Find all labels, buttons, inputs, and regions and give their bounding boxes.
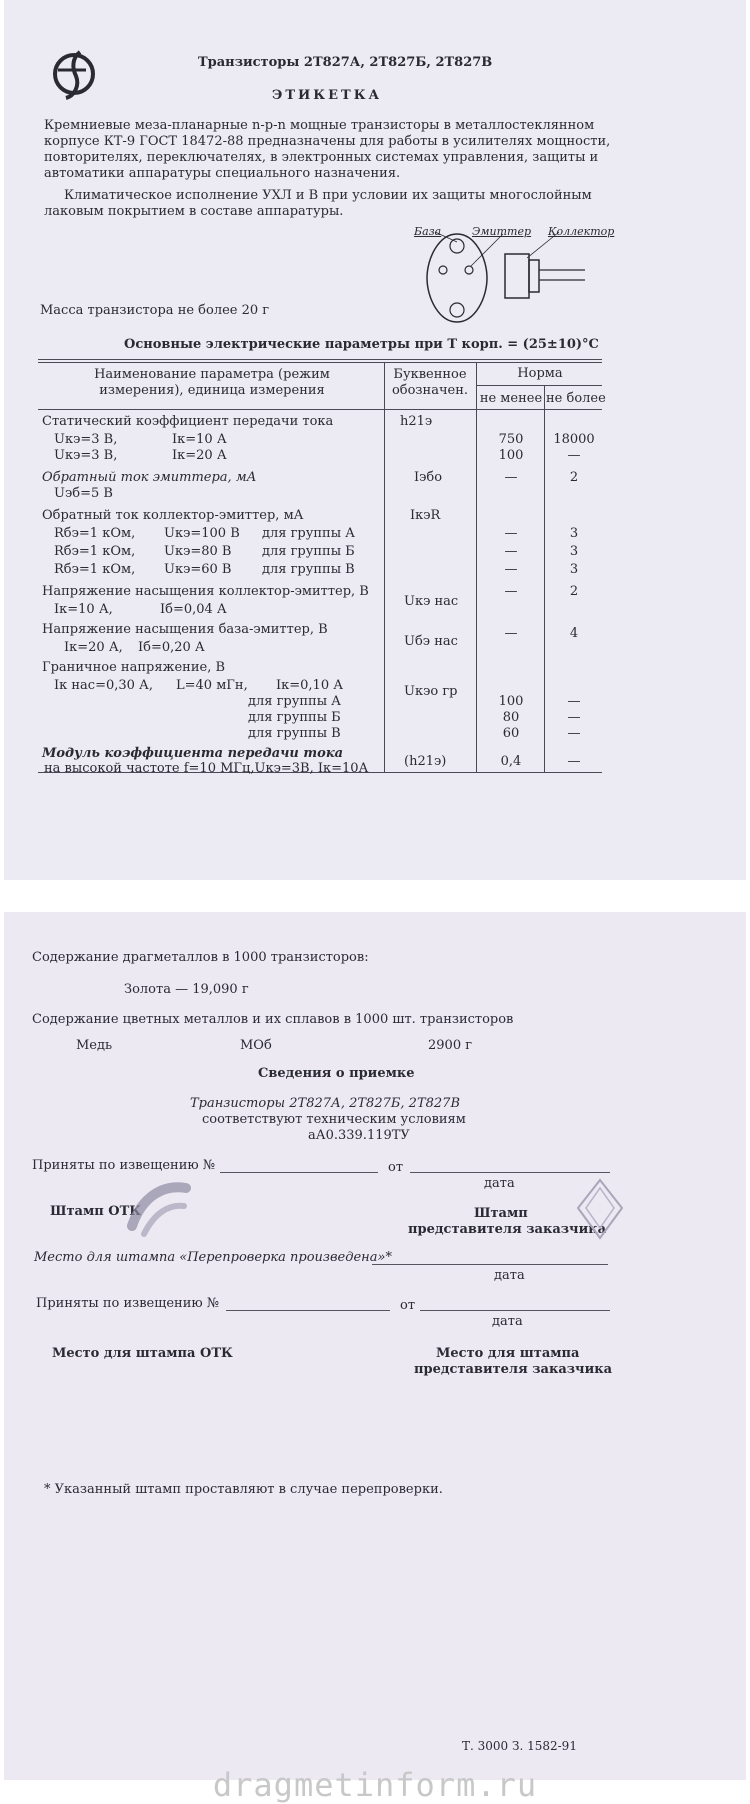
param-condition: Iк=0,10 А <box>276 678 344 693</box>
param-condition: L=40 мГн, <box>176 678 248 693</box>
param-symbol: h21э <box>400 414 433 429</box>
intro-line-2: корпусе КТ-9 ГОСТ 18472-88 предназначены для работы в усилителях мощности, <box>44 134 611 149</box>
acceptance-line-1: Транзисторы 2Т827А, 2Т827Б, 2Т827В <box>190 1096 460 1111</box>
value-max: 18000 <box>553 432 595 447</box>
param-condition: Iк=10 А <box>172 432 227 447</box>
otk-stamp-label: Штамп ОТК <box>50 1204 142 1219</box>
param-condition: Rбэ=1 кОм, <box>54 526 136 541</box>
header-param-name-1: Наименование параметра (режим <box>94 367 330 382</box>
accepted-notice-label: Приняты по извещению № <box>32 1158 216 1173</box>
date-line-2 <box>420 1310 610 1311</box>
value-min: — <box>504 626 518 641</box>
table-header-bottom-rule <box>38 409 602 410</box>
value-min: — <box>504 584 518 599</box>
recheck-stamp-label: Место для штампа «Перепроверка произведена»* <box>34 1250 392 1265</box>
header-max: не более <box>546 391 606 406</box>
param-condition: Uкэ=100 В <box>164 526 240 541</box>
param-symbol: IкэR <box>410 508 441 523</box>
mass-statement: Масса транзистора не более 20 г <box>40 303 270 318</box>
otk-stamp-impression-icon <box>124 1176 194 1240</box>
value-max: — <box>567 448 581 463</box>
customer-stamp-place-1: Место для штампа <box>436 1346 580 1361</box>
print-code: Т. 3000 З. 1582-91 <box>462 1739 577 1753</box>
table-column-divider-3 <box>544 385 545 772</box>
watermark: dragmetinform.ru <box>212 1766 538 1804</box>
value-max: 3 <box>569 544 579 559</box>
copper-mass: 2900 г <box>428 1038 473 1053</box>
param-condition: Uкэ=60 В <box>164 562 232 577</box>
param-name: Напряжение насыщения коллектор-эмиттер, В <box>42 584 369 599</box>
footnote: * Указанный штамп проставляют в случае перепроверки. <box>44 1482 443 1497</box>
customer-stamp-impression-icon <box>576 1178 624 1240</box>
param-symbol: Uбэ нас <box>404 634 458 649</box>
recheck-date-line <box>372 1264 608 1265</box>
param-symbol: (h21э) <box>404 754 447 769</box>
value-max: — <box>567 710 581 725</box>
value-max: 2 <box>569 470 579 485</box>
label-heading: ЭТИКЕТКА <box>272 88 383 103</box>
gold-content: Золота — 19,090 г <box>124 982 249 997</box>
value-min: — <box>504 526 518 541</box>
value-max: — <box>567 726 581 741</box>
value-min: 80 <box>502 710 520 725</box>
nonferrous-metals-title: Содержание цветных металлов и их сплавов в 1000 шт. транзисторов <box>32 1012 514 1027</box>
value-min: 100 <box>498 448 524 463</box>
precious-metals-title: Содержание драгметаллов в 1000 транзисторов: <box>32 950 369 965</box>
param-condition: на высокой частоте f=10 МГц,Uкэ=3В, Iк=10А <box>44 761 369 776</box>
manufacturer-logo-icon <box>50 48 104 102</box>
table-caption: Основные электрические параметры при Т корп. = (25±10)°С <box>124 337 599 352</box>
param-condition: для группы Б <box>262 544 355 559</box>
norm-header-rule <box>476 385 602 386</box>
header-symbol-2: обозначен. <box>391 383 469 398</box>
table-column-divider-2 <box>476 362 477 772</box>
intro-line-3: повторителях, переключателях, в электронных системах управления, защиты и <box>44 150 599 165</box>
date-caption-2: дата <box>492 1314 523 1329</box>
from-label: от <box>388 1160 404 1175</box>
table-column-divider-1 <box>384 362 385 772</box>
param-name: Обратный ток эмиттера, мА <box>42 470 257 485</box>
accepted-notice-label-2: Приняты по извещению № <box>36 1296 220 1311</box>
acceptance-line-2: соответствуют техническим условиям <box>202 1112 466 1127</box>
value-min: — <box>504 544 518 559</box>
value-min: 60 <box>502 726 520 741</box>
label-sheet-back <box>4 912 746 1780</box>
date-line <box>410 1172 610 1173</box>
customer-stamp-place-2: представителя заказчика <box>414 1362 613 1377</box>
param-condition: Rбэ=1 кОм, <box>54 544 136 559</box>
group-label: для группы А <box>248 694 342 709</box>
notice-number-line <box>220 1172 378 1173</box>
param-condition: Uкэ=3 В, <box>54 448 118 463</box>
param-name: Граничное напряжение, В <box>42 660 226 675</box>
table-top-rule <box>38 359 602 360</box>
param-symbol: Uкэо гр <box>404 684 458 699</box>
from-label-2: от <box>400 1298 416 1313</box>
value-min: 100 <box>498 694 524 709</box>
param-name: Статический коэффициент передачи тока <box>42 414 334 429</box>
param-condition: Iб=0,04 А <box>160 602 227 617</box>
emitter-terminal-label: Эмиттер <box>472 225 532 238</box>
param-condition: Iб=0,20 А <box>138 640 205 655</box>
header-param-name-2: измерения), единица измерения <box>99 383 325 398</box>
climate-line-2: лаковым покрытием в составе аппаратуры. <box>44 204 344 219</box>
param-condition: Uкэ=80 В <box>164 544 232 559</box>
param-condition: Rбэ=1 кОм, <box>54 562 136 577</box>
intro-line-1: Кремниевые меза-планарные n-p-n мощные транзисторы в металлостеклянном <box>44 118 595 133</box>
param-name: Напряжение насыщения база-эмиттер, В <box>42 622 328 637</box>
param-condition: Iк нас=0,30 А, <box>54 678 154 693</box>
param-condition: для группы В <box>262 562 355 577</box>
group-label: для группы Б <box>248 710 341 725</box>
header-norm: Норма <box>517 366 563 381</box>
param-condition: Iк=20 А, <box>64 640 123 655</box>
param-condition: Iк=10 А, <box>54 602 113 617</box>
value-min: 750 <box>498 432 524 447</box>
header-min: не менее <box>479 391 543 406</box>
param-condition: Uэб=5 В <box>54 486 113 501</box>
param-name: Модуль коэффициента передачи тока <box>42 746 344 761</box>
intro-line-4: автоматики аппаратуры специального назначения. <box>44 166 401 181</box>
document-title: Транзисторы 2Т827А, 2Т827Б, 2Т827В <box>198 55 493 70</box>
date-caption: дата <box>484 1176 515 1191</box>
otk-stamp-place: Место для штампа ОТК <box>52 1346 233 1361</box>
value-max: — <box>567 754 581 769</box>
value-min: — <box>504 470 518 485</box>
param-condition: Uкэ=3 В, <box>54 432 118 447</box>
recheck-date-caption: дата <box>494 1268 525 1283</box>
customer-stamp-label-1: Штамп <box>474 1206 528 1221</box>
acceptance-title: Сведения о приемке <box>258 1066 415 1081</box>
base-terminal-label: База <box>414 225 442 238</box>
copper-grade: МОб <box>240 1038 272 1053</box>
value-max: 3 <box>569 526 579 541</box>
group-label: для группы В <box>248 726 341 741</box>
param-condition: для группы А <box>262 526 356 541</box>
value-max: — <box>567 694 581 709</box>
param-condition: Iк=20 А <box>172 448 227 463</box>
param-symbol: Iэбо <box>414 470 443 485</box>
label-sheet-front <box>4 0 746 880</box>
param-name: Обратный ток коллектор-эмиттер, мА <box>42 508 304 523</box>
notice-number-line-2 <box>226 1310 390 1311</box>
table-top-rule-2 <box>38 362 602 363</box>
copper-name: Медь <box>76 1038 113 1053</box>
param-symbol: Uкэ нас <box>404 594 459 609</box>
collector-terminal-label: Коллектор <box>548 225 615 238</box>
value-min: — <box>504 562 518 577</box>
climate-line-1: Климатическое исполнение УХЛ и В при условии их защиты многослойным <box>64 188 592 203</box>
customer-stamp-label-2: представителя заказчика <box>408 1222 607 1237</box>
value-max: 4 <box>569 626 579 641</box>
header-symbol-1: Буквенное <box>393 367 467 382</box>
value-max: 2 <box>569 584 579 599</box>
value-min: 0,4 <box>500 754 522 769</box>
acceptance-spec: аА0.339.119ТУ <box>308 1128 410 1143</box>
value-max: 3 <box>569 562 579 577</box>
